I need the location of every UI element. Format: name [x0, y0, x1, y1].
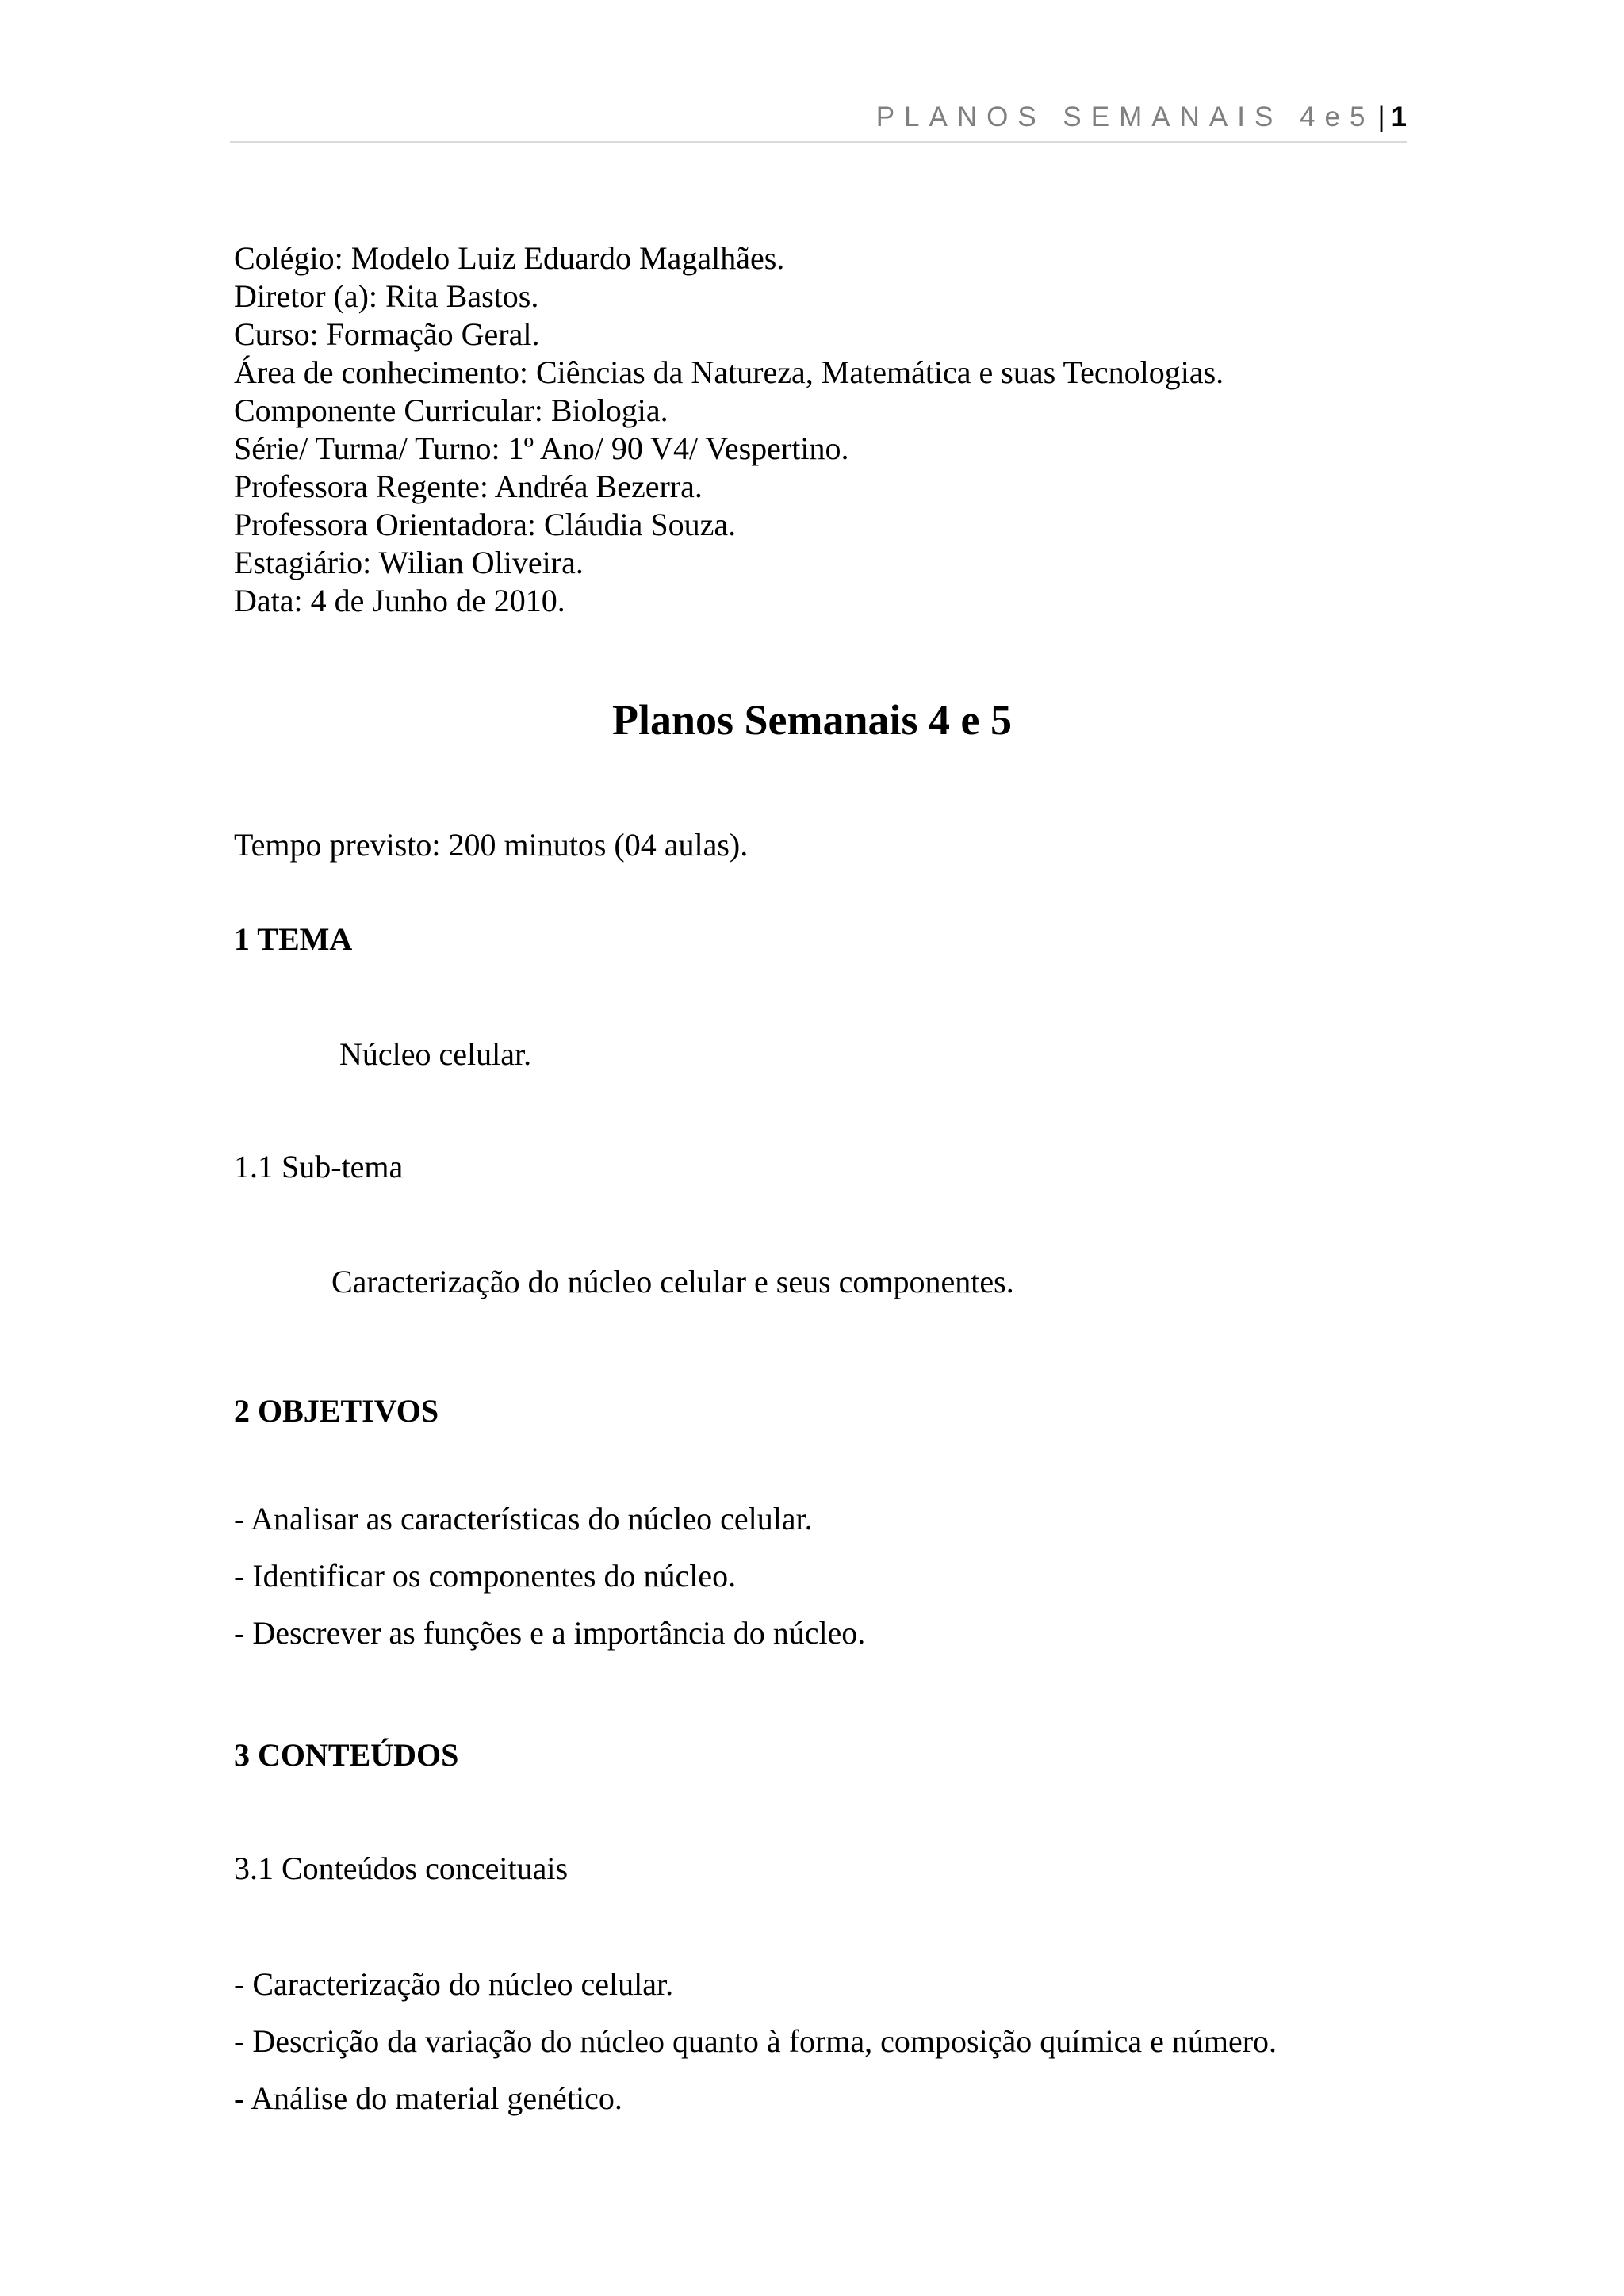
- info-line-director: Diretor (a): Rita Bastos.: [234, 278, 539, 314]
- contents-list: [234, 1956, 1277, 2127]
- list-item: - Análise do material genético.: [234, 2080, 622, 2116]
- info-line-teacher: Professora Regente: Andréa Bezerra.: [234, 469, 703, 504]
- document-title: Planos Semanais 4 e 5: [611, 696, 1013, 744]
- list-item: - Identificar os componentes do núcleo.: [234, 1558, 737, 1594]
- info-line-area: Área de conhecimento: Ciências da Natureza, Matemática e suas Tecnologias.: [234, 354, 1224, 390]
- info-line-class: Série/ Turma/ Turno: 1º Ano/ 90 V4/ Vespertino.: [234, 430, 849, 466]
- section-1-1-text: Caracterização do núcleo celular e seus componentes.: [331, 1264, 1014, 1299]
- objectives-list: [234, 1490, 865, 1662]
- info-line-school: Colégio: Modelo Luiz Eduardo Magalhães.: [234, 240, 785, 276]
- page-header: [230, 94, 1407, 143]
- section-3-heading: 3 CONTEÚDOS: [234, 1737, 459, 1773]
- list-item: - Descrever as funções e a importância do núcleo.: [234, 1615, 866, 1651]
- info-line-component: Componente Curricular: Biologia.: [234, 392, 668, 428]
- section-1-heading: 1 TEMA: [234, 921, 353, 957]
- list-item: - Analisar as características do núcleo celular.: [234, 1501, 813, 1536]
- section-1-text: Núcleo celular.: [339, 1036, 532, 1072]
- list-item: - Descrição da variação do núcleo quanto à forma, composição química e número.: [234, 2023, 1277, 2059]
- info-line-course: Curso: Formação Geral.: [234, 316, 540, 352]
- page-number: 1: [1391, 101, 1407, 132]
- section-2-heading: 2 OBJETIVOS: [234, 1393, 439, 1429]
- header-separator: |: [1377, 101, 1385, 132]
- section-3-1-heading: 3.1 Conteúdos conceituais: [234, 1850, 569, 1886]
- info-line-date: Data: 4 de Junho de 2010.: [234, 583, 565, 618]
- expected-time: Tempo previsto: 200 minutos (04 aulas).: [234, 827, 749, 863]
- list-item: - Caracterização do núcleo celular.: [234, 1966, 674, 2002]
- section-1-1-heading: 1.1 Sub-tema: [234, 1149, 404, 1184]
- school-info-block: [234, 239, 1224, 620]
- info-line-advisor: Professora Orientadora: Cláudia Souza.: [234, 507, 737, 542]
- header-title: PLANOS SEMANAIS 4e5: [875, 101, 1375, 132]
- info-line-intern: Estagiário: Wilian Oliveira.: [234, 545, 584, 580]
